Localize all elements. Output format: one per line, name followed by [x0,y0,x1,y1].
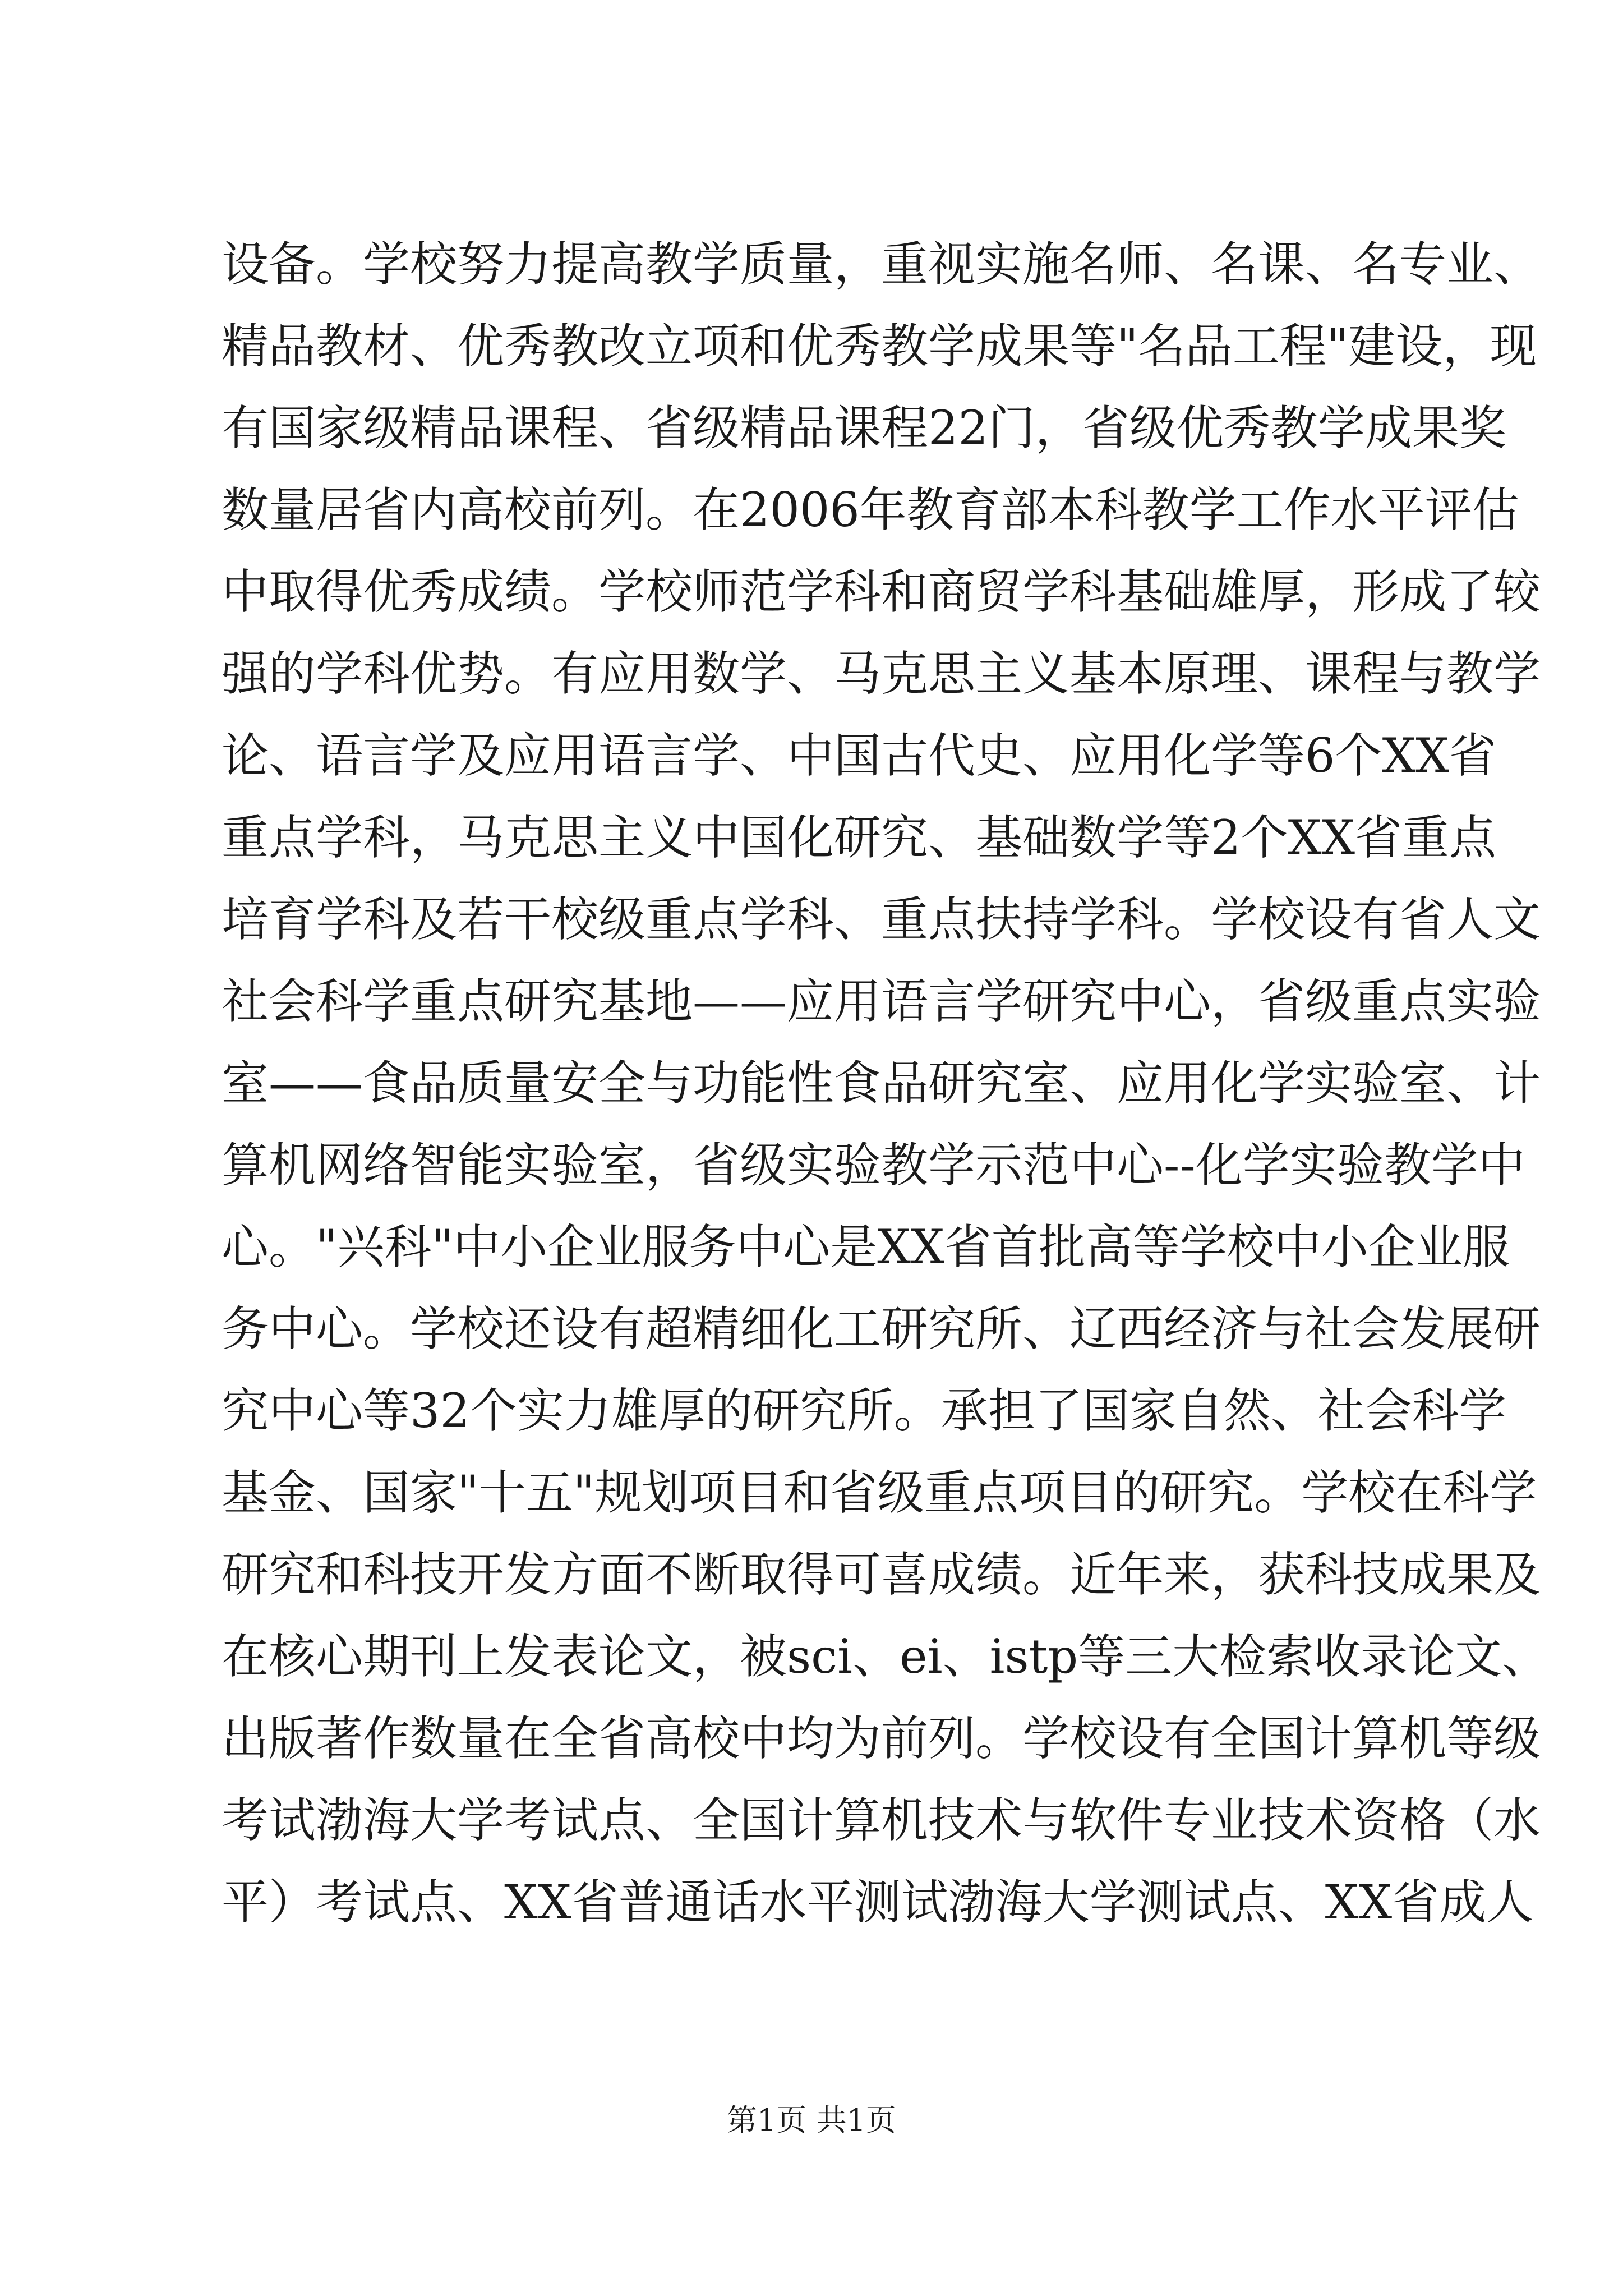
text-line: 心。"兴科"中小企业服务中心是XX省首批高等学校中小企业服 [222,1220,1510,1274]
text-line: 中取得优秀成绩。学校师范学科和商贸学科基础雄厚，形成了较 [222,564,1541,619]
text-line: 基金、国家"十五"规划项目和省级重点项目的研究。学校在科学 [222,1465,1537,1520]
text-line: 数量居省内高校前列。在2006年教育部本科教学工作水平评估 [222,482,1519,537]
text-line: 强的学科优势。有应用数学、马克思主义基本原理、课程与教学 [222,646,1541,701]
text-line: 考试渤海大学考试点、全国计算机技术与软件专业技术资格（水 [222,1793,1541,1848]
text-line: 究中心等32个实力雄厚的研究所。承担了国家自然、社会科学 [222,1383,1506,1438]
text-line: 在核心期刊上发表论文，被sci、ei、istp等三大检索收录论文、 [222,1629,1550,1684]
text-line: 论、语言学及应用语言学、中国古代史、应用化学等6个XX省 [222,728,1497,783]
text-line: 务中心。学校还设有超精细化工研究所、辽西经济与社会发展研 [222,1301,1541,1356]
text-line: 出版著作数量在全省高校中均为前列。学校设有全国计算机等级 [222,1711,1541,1766]
text-line: 社会科学重点研究基地——应用语言学研究中心，省级重点实验 [222,974,1541,1029]
text-line: 设备。学校努力提高教学质量，重视实施名师、名课、名专业、 [222,237,1541,292]
text-line: 室——食品质量安全与功能性食品研究室、应用化学实验室、计 [222,1056,1541,1111]
text-line: 算机网络智能实验室，省级实验教学示范中心--化学实验教学中 [222,1138,1525,1193]
body-paragraph [222,223,1550,1943]
text-line: 重点学科，马克思主义中国化研究、基础数学等2个XX省重点 [222,810,1497,865]
text-line: 平）考试点、XX省普通话水平测试渤海大学测试点、XX省成人 [222,1875,1534,1930]
text-line: 有国家级精品课程、省级精品课程22门，省级优秀教学成果奖 [222,401,1506,455]
page-footer: 第1页 共1页 [727,2102,896,2138]
text-line: 培育学科及若干校级重点学科、重点扶持学科。学校设有省人文 [222,892,1541,947]
text-line: 精品教材、优秀教改立项和优秀教学成果等"名品工程"建设，现 [222,319,1537,374]
text-line: 研究和科技开发方面不断取得可喜成绩。近年来，获科技成果及 [222,1547,1541,1602]
